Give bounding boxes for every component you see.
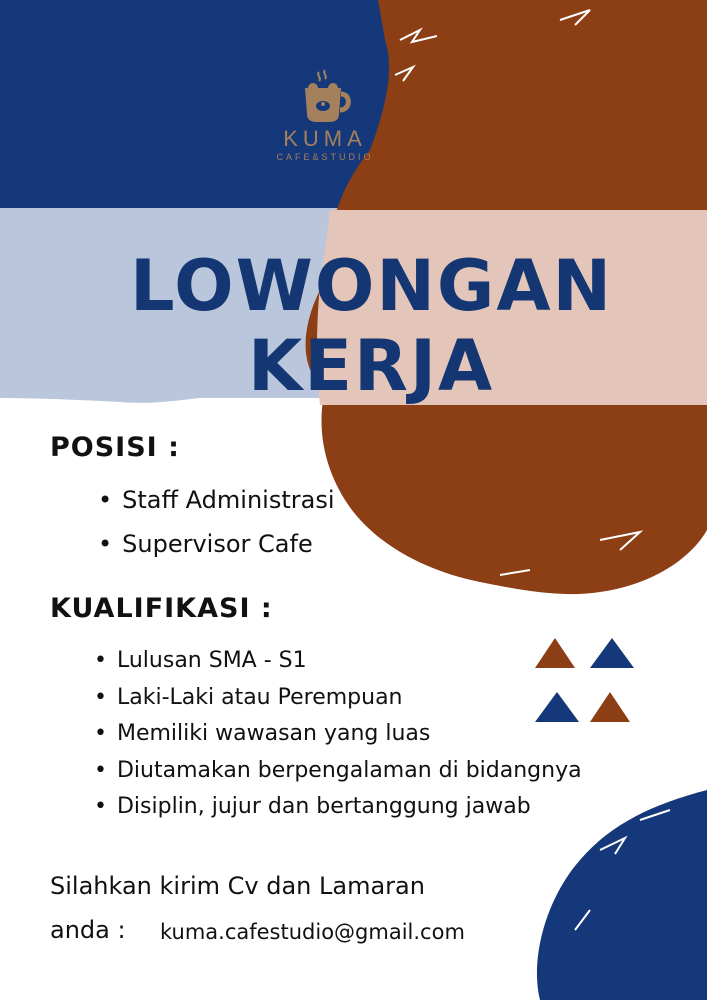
- rust-triangle: [590, 692, 630, 722]
- logo-brand: KUMA: [283, 126, 367, 151]
- bullet: •: [98, 530, 113, 558]
- kualifikasi-item: Disiplin, jujur dan bertanggung jawab: [116, 794, 531, 819]
- kualifikasi-item: Lulusan SMA - S1: [116, 648, 307, 673]
- list-item: [94, 757, 582, 794]
- list-item: [94, 684, 582, 721]
- headline-line1: LOWONGAN: [130, 245, 614, 327]
- posisi-list: [98, 483, 335, 571]
- list-item: [94, 720, 582, 757]
- footer-line1: Silahkan kirim Cv dan Lamaran: [50, 872, 425, 900]
- rust-triangle: [535, 638, 575, 668]
- contact-email: kuma.cafestudio@gmail.com: [160, 920, 465, 944]
- kualifikasi-item: Laki-Laki atau Perempuan: [116, 684, 403, 710]
- list-item: [98, 527, 335, 571]
- triangle-decorations: [530, 630, 640, 730]
- navy-triangle: [590, 638, 634, 668]
- logo: [250, 68, 400, 162]
- footer-line2: anda :: [50, 916, 126, 944]
- kualifikasi-title: KUALIFIKASI :: [50, 593, 273, 624]
- posisi-item: Supervisor Cafe: [122, 530, 313, 558]
- list-item: [98, 483, 335, 527]
- list-item: [94, 647, 582, 684]
- list-item: [94, 793, 582, 830]
- logo-tagline: CAFE&STUDIO: [276, 152, 374, 162]
- kualifikasi-item: Diutamakan berpengalaman di bidangnya: [116, 757, 582, 783]
- posisi-title: POSISI :: [50, 432, 180, 463]
- navy-triangle: [535, 692, 579, 722]
- bullet: •: [94, 757, 107, 783]
- kualifikasi-list: [94, 647, 582, 830]
- bullet: •: [94, 648, 107, 673]
- bullet: •: [94, 794, 107, 819]
- bullet: •: [98, 486, 113, 514]
- coffee-cup-bear-icon: [295, 68, 355, 124]
- headline-line2: KERJA: [248, 325, 495, 407]
- kualifikasi-item: Memiliki wawasan yang luas: [116, 721, 431, 746]
- bullet: •: [94, 684, 107, 710]
- bullet: •: [94, 721, 107, 746]
- posisi-item: Staff Administrasi: [122, 486, 335, 514]
- light-blue-curve: [0, 398, 200, 403]
